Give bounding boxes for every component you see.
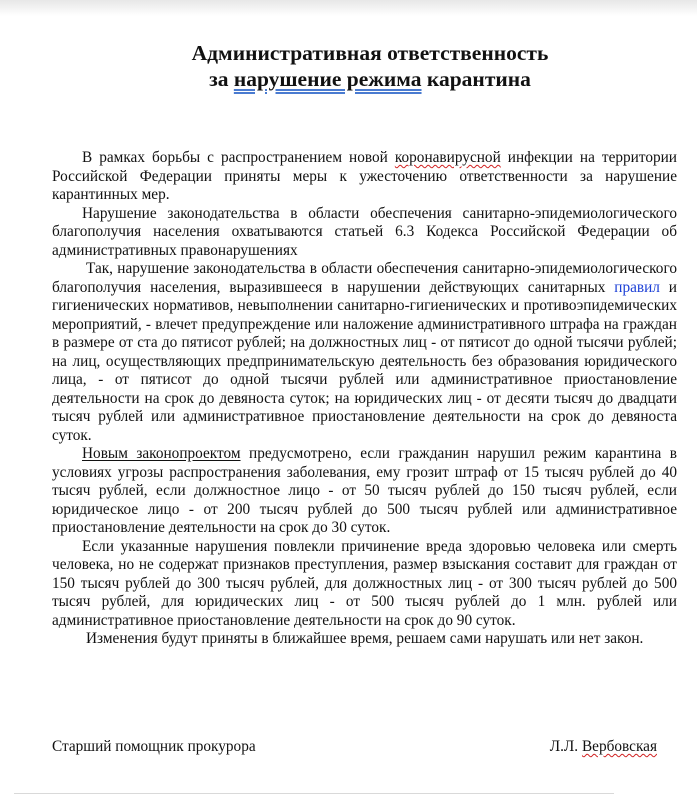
document-body	[52, 149, 677, 649]
signer-surname: Вербовская	[581, 738, 657, 755]
paragraph-5: Если указанные нарушения повлекли причинение вреда здоровью человека или смерть человека, но не содержат признаков преступления, размер взыскания составит для граждан от 150 тысяч рублей до 300 тысяч рублей, для должностных лиц - от 300 тысяч рублей до 500 тысяч рублей, для юридических лиц - от 500 тысяч рублей до 1 млн. рублей или административное приостановление деятельности на срок до 90 суток.	[52, 537, 677, 629]
paragraph-3	[52, 260, 677, 445]
page-bottom-divider	[14, 793, 614, 794]
page-top-shade	[0, 0, 697, 16]
title-line-2-underlined: нарушение режима	[233, 67, 422, 91]
document-title-line-1	[60, 40, 680, 66]
rules-link[interactable]: правил	[614, 278, 660, 296]
signer-initials: Л.Л.	[549, 738, 582, 755]
signer-name	[550, 738, 657, 757]
paragraph-6: Изменения будут приняты в ближайшее время, решаем сами нарушать или нет закон.	[86, 630, 644, 647]
paragraph-1-part-b: инфекции на территории Российской Федерации приняты меры к ужесточению ответственности за нарушение карантинных мер.	[52, 149, 677, 203]
signature-block	[52, 738, 657, 757]
paragraph-2: Нарушение законодательства в области обеспечения санитарно-эпидемиологического благополучия населения охватываются статьей 6.3 Кодекса Российской Федерации об административных правонарушениях	[52, 204, 677, 259]
paragraph-1-part-a: В рамках борьбы с распространением новой	[82, 149, 395, 166]
document-title-line-2	[60, 66, 680, 92]
paragraph-1	[52, 149, 677, 205]
title-line-1-text: Административная ответственность	[191, 41, 549, 65]
paragraph-4-part-b: предусмотрено, если гражданин нарушил режим карантина в условиях угрозы распространения заболевания, ему грозит штраф от 15 тысяч рублей до 40 тысяч рублей, если должностное лицо - от 50 тысяч рублей до 150 тысяч рублей, если юридическое лицо - от 200 тысяч рублей до 500 тысяч рублей или административное приостановление деятельности на срок до 30 суток.	[52, 445, 677, 536]
signer-position: Старший помощник прокурора	[52, 738, 256, 755]
paragraph-3-part-b: и гигиенических нормативов, невыполнении санитарно-гигиенических и противоэпидемических мероприятий, - влечет предупреждение или наложение административного штрафа на граждан в размере от ста до пятисот рублей; на должностных лиц - от пятисот до одной тысячи рублей; на лиц, осуществляющих предпринимательскую деятельность без образования юридического лица, - от пятисот до одной тысячи рублей или административное приостановление деятельности на срок до девяноста суток; на юридических лиц - от десяти тысяч до двадцати тысяч рублей или административное приостановление деятельности на срок до девяноста суток.	[52, 278, 677, 444]
paragraph-3-part-a: Так, нарушение законодательства в области обеспечения санитарно-эпидемиологического благополучия населения, выразившееся в нарушении действующих санитарных	[52, 260, 677, 296]
spellcheck-word: коронавирусной	[394, 149, 501, 166]
paragraph-4	[52, 445, 677, 538]
new-bill-link[interactable]: Новым законопроектом	[82, 445, 241, 462]
title-line-2-suffix: карантина	[421, 67, 531, 91]
title-line-2-prefix: за	[209, 67, 234, 91]
